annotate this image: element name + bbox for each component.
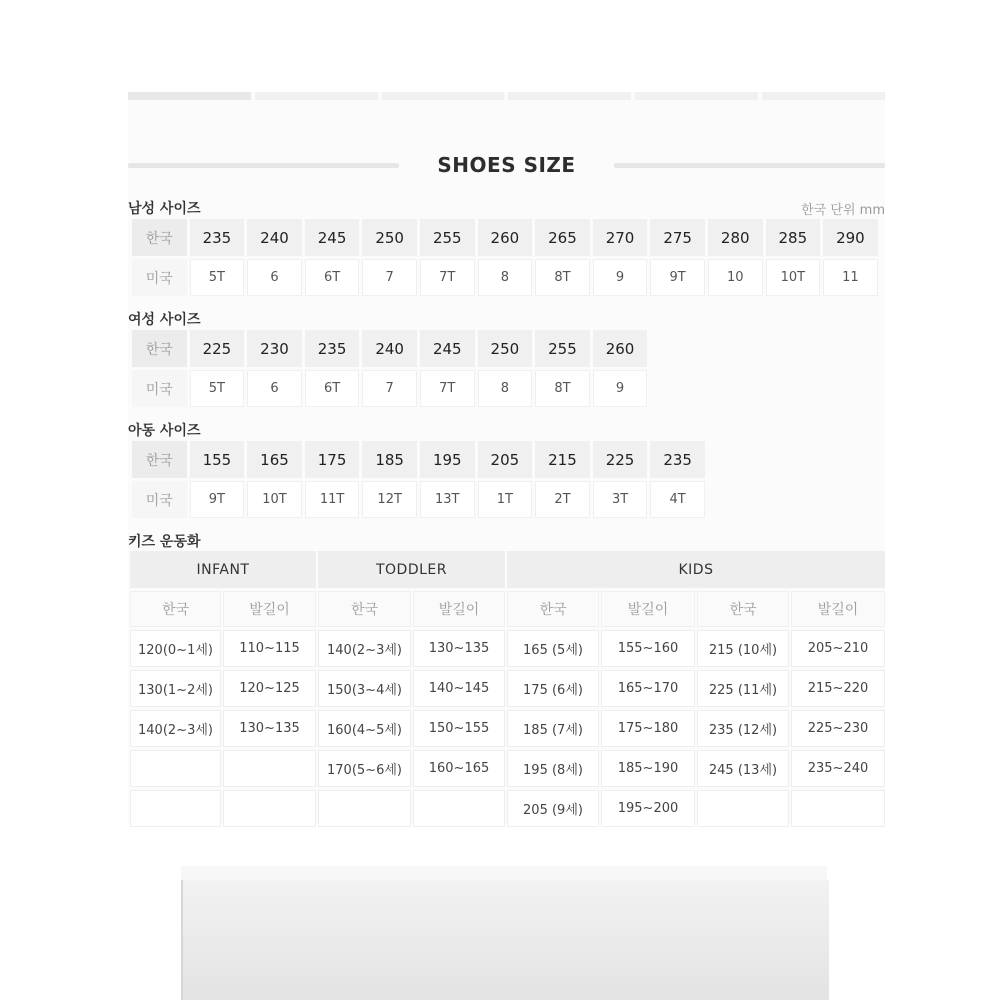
kids-sub-header-cell: 한국 xyxy=(130,591,221,627)
kids-sub-header-cell: 발길이 xyxy=(413,591,505,627)
us-size-cell: 9 xyxy=(593,259,648,296)
kids-size-cell: 140~145 xyxy=(413,670,505,707)
kids-size-cell: 235~240 xyxy=(791,750,885,787)
us-size-cell: 6 xyxy=(247,370,302,407)
table-row xyxy=(130,670,885,707)
us-size-cell: 12T xyxy=(362,481,417,518)
kr-size-cell: 235 xyxy=(650,441,705,478)
kids-size-cell: 175~180 xyxy=(601,710,695,747)
kids-size-cell: 160(4~5세) xyxy=(318,710,411,747)
group-infant: INFANT xyxy=(130,551,316,588)
us-size-cell: 13T xyxy=(420,481,475,518)
kr-size-cell: 240 xyxy=(362,330,417,367)
kids-size-cell: 195 (8세) xyxy=(507,750,599,787)
table-row xyxy=(130,750,885,787)
kids-size-cell: 225~230 xyxy=(791,710,885,747)
kr-size-cell: 245 xyxy=(420,330,475,367)
kr-size-cell: 285 xyxy=(766,219,821,256)
kids-size-cell xyxy=(791,790,885,827)
kids-size-cell xyxy=(223,790,316,827)
kr-size-cell: 195 xyxy=(420,441,475,478)
kids-size-cell: 205~210 xyxy=(791,630,885,667)
kr-size-cell: 275 xyxy=(650,219,705,256)
kids-size-cell: 225 (11세) xyxy=(697,670,789,707)
us-size-cell: 5T xyxy=(190,370,245,407)
kids-size-cell: 185~190 xyxy=(601,750,695,787)
us-size-cell: 6T xyxy=(305,259,360,296)
kids-size-cell: 130~135 xyxy=(223,710,316,747)
kids-size-cell: 120~125 xyxy=(223,670,316,707)
kids-size-cell: 215~220 xyxy=(791,670,885,707)
us-size-cell: 9 xyxy=(593,370,648,407)
kids-size-cell: 110~115 xyxy=(223,630,316,667)
us-size-cell: 10T xyxy=(766,259,821,296)
kids-size-cell xyxy=(223,750,316,787)
us-size-cell: 8T xyxy=(535,259,590,296)
kr-size-cell: 240 xyxy=(247,219,302,256)
kr-size-cell: 260 xyxy=(478,219,533,256)
kids-size-cell xyxy=(697,790,789,827)
us-size-cell: 7T xyxy=(420,259,475,296)
men-size-table xyxy=(132,219,878,296)
kids-size-cell: 170(5~6세) xyxy=(318,750,411,787)
right-rule xyxy=(614,163,885,168)
table-row xyxy=(130,630,885,667)
kids-sub-header xyxy=(130,591,885,627)
table-row xyxy=(130,710,885,747)
us-size-cell: 1T xyxy=(478,481,533,518)
kids-size-cell: 140(2~3세) xyxy=(318,630,411,667)
kr-size-cell: 290 xyxy=(823,219,878,256)
table-row xyxy=(130,790,885,827)
us-size-cell: 7T xyxy=(420,370,475,407)
kids-size-cell: 165 (5세) xyxy=(507,630,599,667)
kr-label: 한국 xyxy=(132,330,187,367)
kr-size-cell: 175 xyxy=(305,441,360,478)
us-size-cell: 11T xyxy=(305,481,360,518)
us-size-cell: 6T xyxy=(305,370,360,407)
kr-size-cell: 265 xyxy=(535,219,590,256)
kids-group-header xyxy=(130,551,885,588)
kr-size-cell: 235 xyxy=(305,330,360,367)
kr-size-cell: 250 xyxy=(362,219,417,256)
kids-sub-header-cell: 한국 xyxy=(318,591,411,627)
us-size-cell: 11 xyxy=(823,259,878,296)
kids-size-cell: 150~155 xyxy=(413,710,505,747)
group-toddler: TODDLER xyxy=(318,551,505,588)
bottom-image-box xyxy=(181,880,829,1000)
unit-note: 한국 단위 mm xyxy=(801,203,885,218)
kr-size-cell: 245 xyxy=(305,219,360,256)
kr-size-cell: 155 xyxy=(190,441,245,478)
left-rule xyxy=(128,163,399,168)
us-size-cell: 5T xyxy=(190,259,245,296)
us-size-cell: 9T xyxy=(190,481,245,518)
us-size-cell: 7 xyxy=(362,259,417,296)
kids-size-cell: 165~170 xyxy=(601,670,695,707)
kids-size-cell: 195~200 xyxy=(601,790,695,827)
kids-sub-header-cell: 한국 xyxy=(697,591,789,627)
kids-size-cell: 235 (12세) xyxy=(697,710,789,747)
kr-size-cell: 215 xyxy=(535,441,590,478)
bottom-shadow xyxy=(181,866,827,880)
kr-label: 한국 xyxy=(132,219,187,256)
kr-size-cell: 270 xyxy=(593,219,648,256)
kids-size-cell: 120(0~1세) xyxy=(130,630,221,667)
kr-size-cell: 230 xyxy=(247,330,302,367)
kr-size-cell: 280 xyxy=(708,219,763,256)
kr-size-cell: 255 xyxy=(535,330,590,367)
kids-size-cell: 175 (6세) xyxy=(507,670,599,707)
kr-size-cell: 250 xyxy=(478,330,533,367)
us-size-cell: 2T xyxy=(535,481,590,518)
kids-size-cell: 160~165 xyxy=(413,750,505,787)
kr-size-cell: 255 xyxy=(420,219,475,256)
group-kids: KIDS xyxy=(507,551,885,588)
kr-size-cell: 260 xyxy=(593,330,648,367)
kr-size-cell: 165 xyxy=(247,441,302,478)
kids-size-cell xyxy=(413,790,505,827)
kids-size-cell: 205 (9세) xyxy=(507,790,599,827)
kids-sub-header-cell: 한국 xyxy=(507,591,599,627)
kids-sub-header-cell: 발길이 xyxy=(601,591,695,627)
us-label: 미국 xyxy=(132,481,187,518)
kr-size-cell: 185 xyxy=(362,441,417,478)
kids-size-cell: 130~135 xyxy=(413,630,505,667)
kr-size-cell: 225 xyxy=(190,330,245,367)
us-size-cell: 8T xyxy=(535,370,590,407)
child-size-table xyxy=(132,441,705,518)
kids-sub-header-cell: 발길이 xyxy=(791,591,885,627)
kids-size-cell: 150(3~4세) xyxy=(318,670,411,707)
us-label: 미국 xyxy=(132,259,187,296)
us-size-cell: 9T xyxy=(650,259,705,296)
kids-section-title: 키즈 운동화 xyxy=(128,534,201,550)
kr-size-cell: 225 xyxy=(593,441,648,478)
us-size-cell: 4T xyxy=(650,481,705,518)
kids-size-cell: 185 (7세) xyxy=(507,710,599,747)
kr-size-cell: 205 xyxy=(478,441,533,478)
us-size-cell: 10 xyxy=(708,259,763,296)
faint-tab-strip xyxy=(128,92,885,100)
kids-sub-header-cell: 발길이 xyxy=(223,591,316,627)
us-size-cell: 3T xyxy=(593,481,648,518)
us-size-cell: 6 xyxy=(247,259,302,296)
title-bar xyxy=(128,150,885,180)
women-size-table xyxy=(132,330,647,407)
women-section-title: 여성 사이즈 xyxy=(128,312,201,328)
us-size-cell: 8 xyxy=(478,259,533,296)
kr-label: 한국 xyxy=(132,441,187,478)
kids-sneaker-table xyxy=(130,551,885,827)
kr-size-cell: 235 xyxy=(190,219,245,256)
us-label: 미국 xyxy=(132,370,187,407)
kids-size-cell: 245 (13세) xyxy=(697,750,789,787)
kids-size-cell xyxy=(130,750,221,787)
kids-size-cell: 130(1~2세) xyxy=(130,670,221,707)
kids-size-cell xyxy=(318,790,411,827)
child-section-title: 아동 사이즈 xyxy=(128,423,201,439)
us-size-cell: 8 xyxy=(478,370,533,407)
us-size-cell: 10T xyxy=(247,481,302,518)
us-size-cell: 7 xyxy=(362,370,417,407)
men-section-title: 남성 사이즈 xyxy=(128,201,201,217)
kids-size-cell: 155~160 xyxy=(601,630,695,667)
kids-size-cell xyxy=(130,790,221,827)
kids-size-cell: 140(2~3세) xyxy=(130,710,221,747)
kids-size-cell: 215 (10세) xyxy=(697,630,789,667)
page-title: SHOES SIZE xyxy=(437,153,576,177)
